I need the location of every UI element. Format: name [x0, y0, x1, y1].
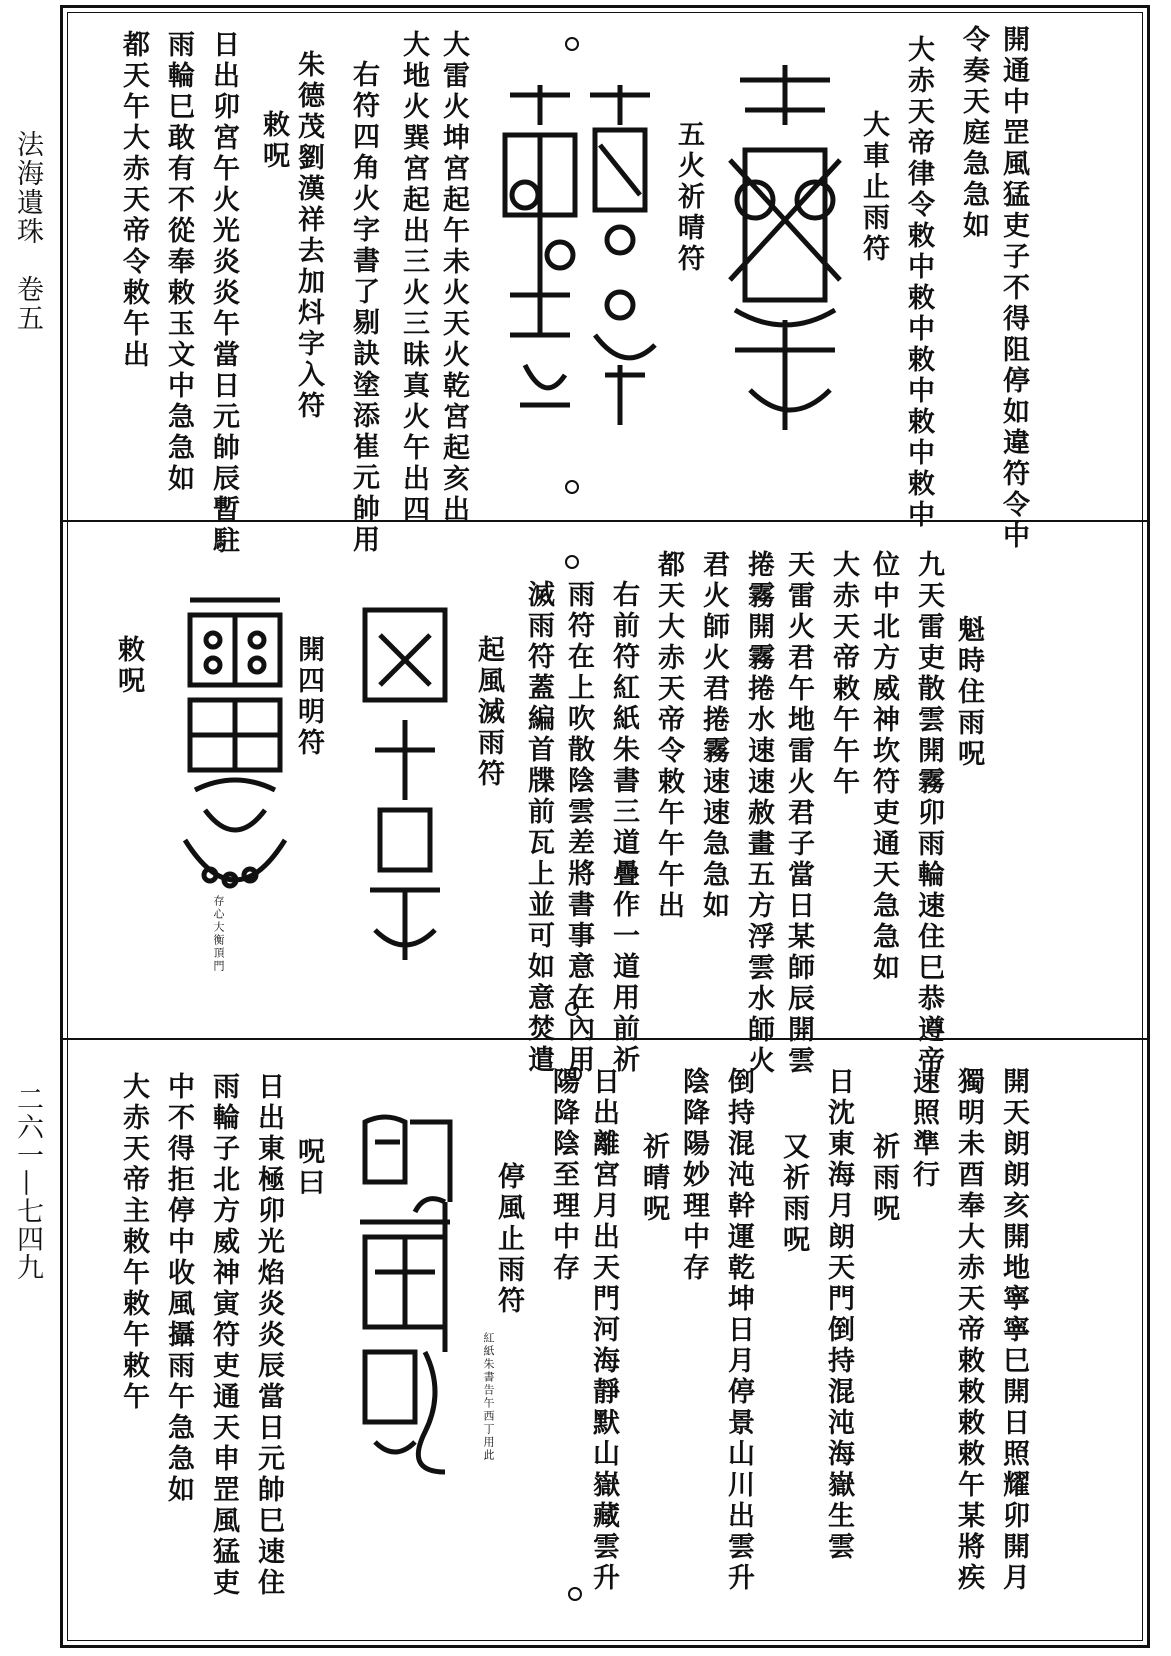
panel-3 [70, 1062, 1140, 1637]
text-column: 日出東極卯光焰炎炎辰當日元帥巳速住 [253, 1072, 284, 1599]
text-column: 大赤天帝主敕午敕午敕午 [118, 1072, 149, 1413]
text-column: 中不得拒停中收風攝雨午急急如 [163, 1072, 194, 1506]
talisman-five-fire [490, 75, 660, 435]
text-column: 令奏天庭急急如 [958, 25, 989, 242]
text-column: 日沈東海月朗天門倒持混沌海嶽生雲 [823, 1067, 854, 1563]
text-column: 開通中罡風猛吏子不得阻停如違符令中 [998, 25, 1029, 552]
text-column: 右符四角火字書了剔訣塗添崔元帥用 [348, 60, 379, 556]
panel-divider-2 [60, 1038, 1150, 1040]
text-column: 右前符紅紙朱書三道疊作一道用前祈 [608, 580, 639, 1076]
text-column: 大地火巽宮起出三火三昧真火午出四 [398, 30, 429, 526]
text-column: 獨明未酉奉大赤天帝敕敕敕敕午某將疾 [953, 1067, 984, 1594]
text-column: 停風止雨符 [493, 1162, 524, 1317]
talisman-rain-stop [710, 50, 860, 450]
page-number: 二六一—七四九 [12, 1085, 43, 1281]
text-column: 開四明符 [293, 635, 324, 759]
talisman-wind-rain [350, 590, 460, 980]
text-column: 大雷火坤宮起午未火天火乾宮起亥出 [438, 30, 469, 526]
text-column: 都天午大赤天帝令敕午出 [118, 30, 149, 371]
text-column: 日出卯宮午火光炎炎午當日元帥辰暫駐 [208, 30, 239, 557]
text-column: 滅雨符蓋編首牒前瓦上並可如意焚遣 [523, 580, 554, 1076]
text-column: 開天朗朗亥開地寧寧巳開日照耀卯開月 [998, 1067, 1029, 1594]
circle-mark [565, 1002, 579, 1016]
panel-1 [70, 25, 1140, 557]
text-column: 敕呪 [258, 110, 289, 172]
text-column: 敕呪 [113, 635, 144, 697]
text-column: 起風滅雨符 [473, 635, 504, 790]
text-column: 朱德茂劉漢祥去加炓字入符 [293, 50, 324, 422]
circle-mark [568, 1587, 582, 1601]
text-column: 大車止雨符 [858, 110, 889, 265]
circle-mark [568, 1067, 582, 1081]
text-column: 日出離宮月出天門河海靜默山嶽藏雲升 [588, 1067, 619, 1594]
text-column: 捲霧開霧捲水速速赦畫五方浮雲水師火 [743, 550, 774, 1077]
text-column: 雨符在上吹散陰雲差將書事意在內用 [563, 580, 594, 1076]
circle-mark [565, 555, 579, 569]
text-column: 九天雷吏散雲開霧卯雨輪速住巳恭遵帝 [913, 550, 944, 1077]
text-column: 大赤天帝敕午午午 [828, 550, 859, 798]
text-column: 祈晴呪 [638, 1132, 669, 1225]
text-column: 都天大赤天帝令敕午午午出 [653, 550, 684, 922]
text-column: 雨輪子北方威神寅符吏通天申罡風猛吏 [208, 1072, 239, 1599]
circle-mark [565, 480, 579, 494]
text-column: 魁時住雨呪 [953, 615, 984, 770]
text-column: 君火師火君捲霧速速急急如 [698, 550, 729, 922]
talisman-stop-wind [345, 1102, 465, 1482]
panel-2 [70, 540, 1140, 1077]
talisman-four-bright [175, 590, 295, 900]
text-column: 雨輪巳敢有不從奉敕玉文中急急如 [163, 30, 194, 495]
talisman-note: 紅紙朱書告午西丁用此 [482, 1332, 495, 1462]
text-column: 呪曰 [293, 1137, 324, 1199]
text-column: 陽降陰至理中存 [548, 1067, 579, 1284]
text-column: 又祈雨呪 [778, 1132, 809, 1256]
text-column: 陰降陽妙理中存 [678, 1067, 709, 1284]
book-title: 法海遺珠 卷五 [12, 130, 43, 333]
text-column: 五火祈晴符 [673, 120, 704, 275]
circle-mark [565, 37, 579, 51]
text-column: 速照準行 [908, 1067, 939, 1191]
text-column: 位中北方威神坎符吏通天急急如 [868, 550, 899, 984]
text-column: 天雷火君午地雷火君子當日某師辰開雲 [783, 550, 814, 1077]
text-column: 倒持混沌幹運乾坤日月停景山川出雲升 [723, 1067, 754, 1594]
text-column: 祈雨呪 [868, 1132, 899, 1225]
text-column: 大赤天帝律令敕中敕中敕中敕中敕中 [903, 35, 934, 531]
talisman-caption: 存心大衡頂門 [212, 895, 225, 973]
